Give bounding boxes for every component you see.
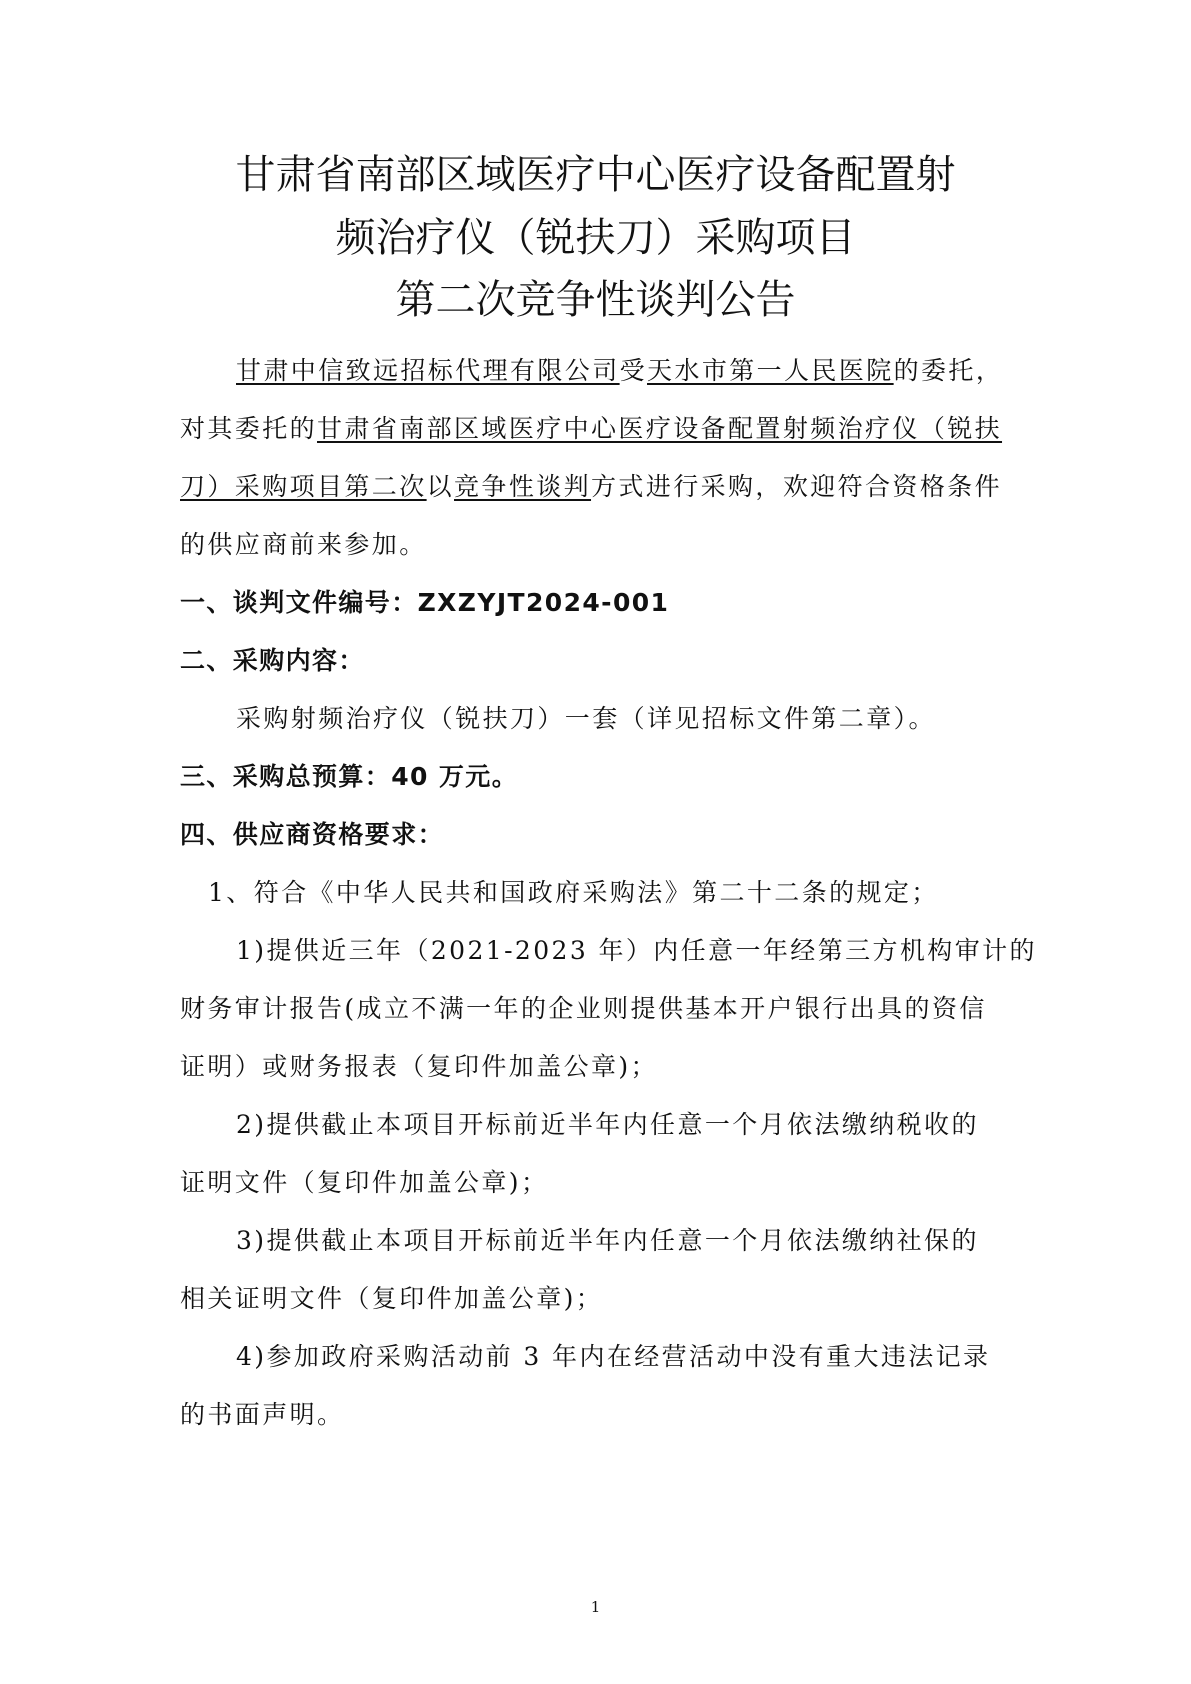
requirement-1: 1、符合《中华人民共和国政府采购法》第二十二条的规定； — [208, 878, 939, 907]
intro-line-1: 甘肃中信致远招标代理有限公司受天水市第一人民医院的委托， — [236, 356, 1004, 385]
title-line-2: 频治疗仪（锐扶刀）采购项目 — [335, 215, 856, 261]
section-1-heading: 一、谈判文件编号：ZXZYJT2024-001 — [180, 588, 670, 617]
title-line-1: 甘肃省南部区域医疗中心医疗设备配置射 — [235, 152, 956, 198]
agency-name: 甘肃中信致远招标代理有限公司 — [236, 356, 620, 385]
page-number: 1 — [590, 1598, 601, 1616]
title-line-3: 第二次竞争性谈判公告 — [395, 277, 796, 323]
section-2-body: 采购射频治疗仪（锐扶刀）一套（详见招标文件第二章）。 — [236, 704, 936, 733]
client-name: 天水市第一人民医院 — [647, 356, 894, 385]
item-1-line-3: 证明）或财务报表（复印件加盖公章)； — [180, 1052, 658, 1081]
item-3-line-2: 相关证明文件（复印件加盖公章)； — [180, 1284, 604, 1313]
item-4-line-2: 的书面声明。 — [180, 1400, 345, 1429]
section-4-heading: 四、供应商资格要求： — [180, 820, 445, 849]
item-2-line-1: 2)提供截止本项目开标前近半年内任意一个月依法缴纳税收的 — [236, 1110, 979, 1139]
item-1-line-1: 1)提供近三年（2021-2023 年）内任意一年经第三方机构审计的 — [236, 936, 1037, 965]
section-3-heading: 三、采购总预算：40 万元。 — [180, 762, 519, 791]
procurement-method: 竞争性谈判 — [454, 472, 592, 501]
intro-line-2: 对其委托的甘肃省南部区域医疗中心医疗设备配置射频治疗仪（锐扶 — [180, 414, 1003, 443]
item-4-line-1: 4)参加政府采购活动前 3 年内在经营活动中没有重大违法记录 — [236, 1342, 991, 1371]
intro-line-4: 的供应商前来参加。 — [180, 530, 427, 559]
project-name-part1: 甘肃省南部区域医疗中心医疗设备配置射频治疗仪（锐扶 — [317, 414, 1003, 443]
intro-line-3: 刀）采购项目第二次以竞争性谈判方式进行采购，欢迎符合资格条件 — [180, 472, 1003, 501]
section-2-heading: 二、采购内容： — [180, 646, 365, 675]
project-name-part2: 刀）采购项目第二次 — [180, 472, 427, 501]
item-1-line-2: 财务审计报告(成立不满一年的企业则提供基本开户银行出具的资信 — [180, 994, 987, 1023]
item-2-line-2: 证明文件（复印件加盖公章)； — [180, 1168, 549, 1197]
item-3-line-1: 3)提供截止本项目开标前近半年内任意一个月依法缴纳社保的 — [236, 1226, 979, 1255]
